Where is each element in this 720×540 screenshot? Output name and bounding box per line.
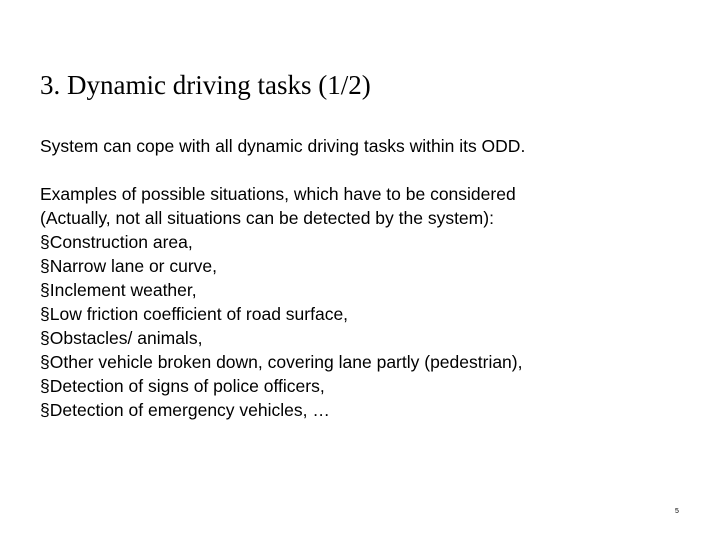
page-number: 5 [675,508,679,515]
slide-title: 3. Dynamic driving tasks (1/2) [40,70,371,100]
bullet-item: §Obstacles/ animals, [40,328,203,348]
bullet-item: §Detection of emergency vehicles, … [40,400,330,420]
bullet-item: §Construction area, [40,232,193,252]
bullet-item: §Low friction coefficient of road surface, [40,304,349,324]
bullet-item: §Narrow lane or curve, [40,256,218,276]
examples-block [40,182,522,422]
intro-text: System can cope with all dynamic driving tasks within its ODD. [40,136,526,156]
examples-line: Examples of possible situations, which have to be considered [40,184,516,204]
bullet-item: §Detection of signs of police officers, [40,376,325,396]
bullet-item: §Other vehicle broken down, covering lane partly (pedestrian), [40,352,523,372]
bullet-item: §Inclement weather, [40,280,197,300]
examples-line: (Actually, not all situations can be detected by the system): [40,208,494,228]
